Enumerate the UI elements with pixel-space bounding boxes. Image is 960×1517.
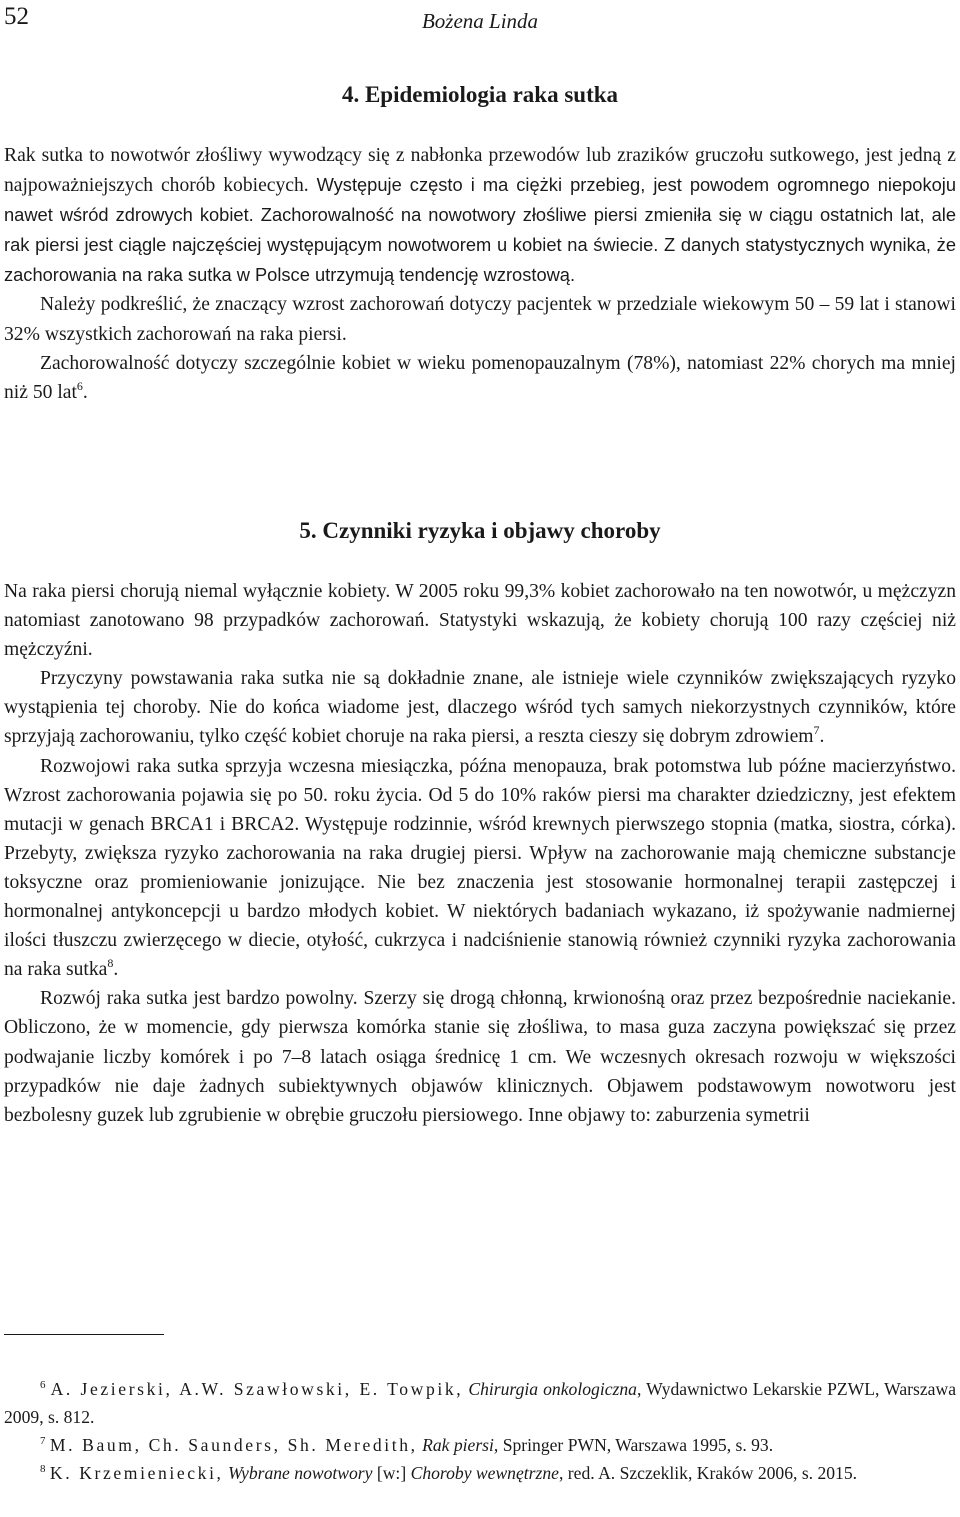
paragraph-text: . (82, 381, 88, 403)
paragraph-text: Występuje często i ma ciężki przebieg, jest powodem ogromnego niepokoju nawet wśród zdrowych kobiet. Zachorowalność na nowotwory złośliwe piersi zmieniła się w ciągu ostatnich lat, ale rak piersi jest ciągle najczęściej występującym nowotworem u kobiet na świecie. Z danych statystycznych wynika, że zachorowania na raka sutka w Polsce utrzymują tendencję wzrostową. (4, 174, 956, 286)
section-heading-epidemiology: 4. Epidemiologia raka sutka (341, 82, 619, 107)
paragraph (4, 752, 956, 985)
section-body-epidemiology (4, 141, 956, 407)
footnote-ref[interactable]: 8 (107, 956, 114, 971)
footnotes (4, 1375, 956, 1487)
footnote-title: Choroby wewnętrzne (410, 1463, 559, 1483)
paragraph (4, 290, 956, 348)
footnote-6 (4, 1375, 956, 1431)
page-number: 52 (4, 3, 29, 30)
paragraph (4, 664, 956, 751)
footnote-title: Rak piersi (422, 1435, 494, 1455)
footnote-7 (4, 1431, 956, 1459)
running-head-author: Bożena Linda (421, 9, 539, 33)
footnote-authors: M. Baum, Ch. Saunders, Sh. Meredith, (49, 1435, 418, 1455)
paragraph-text: Na raka piersi chorują niemal wyłącznie kobiety. W 2005 roku 99,3% kobiet zachorowało na ten nowotwór, u mężczyzn natomiast zanotowano 98 przypadków zachorowań. Statystyki wskazują, że kobiety chorują 100 razy częściej niż mężczyźni. (4, 581, 956, 661)
footnote-details: , red. A. Szczeklik, Kraków 2006, s. 2015. (558, 1463, 858, 1483)
footnote-number: 7 (40, 1435, 46, 1447)
footnote-authors: A. Jezierski, A.W. Szawłowski, E. Towpik, (50, 1379, 464, 1399)
footnote-details: , Wydawnictwo Lekarskie PZWL, Warszawa 2009, s. 812. (4, 1379, 957, 1427)
footnote-title: Wybrane nowotwory (227, 1463, 373, 1483)
footnote-divider (4, 1334, 164, 1335)
section-body-risk-factors (4, 577, 956, 1130)
footnote-title: Chirurgia onkologiczna (468, 1379, 637, 1399)
paragraph (4, 577, 956, 664)
paragraph-text: Rozwojowi raka sutka sprzyja wczesna miesiączka, późna menopauza, brak potomstwa lub późne macierzyństwo. Wzrost zachorowania pojawia się po 50. roku życia. Od 5 do 10% raków piersi ma charakter dziedziczny, jest efektem mutacji w genach BRCA1 i BRCA2. Występuje rodzinnie, wśród krewnych pierwszego stopnia (matka, siostra, córka). Przebyty, zwiększa ryzyko zachorowania na raka drugiej piersi. Wpływ na zachorowanie mają chemiczne substancje toksyczne oraz promieniowanie jonizujące. Nie bez znaczenia jest stosowanie hormonalnej terapii zastępczej i hormonalnej antykoncepcji u bardzo młodych kobiet. W niektórych badaniach wykazano, iż spożywanie nadmiernej ilości tłuszczu zwierzęcego w diecie, otyłość, cukrzyca i nadciśnienie stanowią również czynniki ryzyka zachorowania na raka sutka (4, 755, 956, 981)
footnote-connector: [w:] (372, 1463, 411, 1483)
footnote-8 (4, 1459, 956, 1487)
paragraph (4, 141, 956, 290)
footnote-number: 6 (40, 1379, 46, 1391)
footnote-authors: K. Krzemieniecki, (49, 1463, 224, 1483)
paragraph-text: Zachorowalność dotyczy szczególnie kobiet w wieku pomenopauzalnym (78%), natomiast 22% chorych ma mniej niż 50 lat (4, 352, 956, 403)
paragraph-text: Przyczyny powstawania raka sutka nie są dokładnie znane, ale istnieje wiele czynników zwiększających ryzyko wystąpienia tej choroby. Nie do końca wiadome jest, dlaczego wśród tych samych niekorzystnych czynników, które sprzyjają zachorowaniu, tylko część kobiet choruje na raka piersi, a reszta cieszy się dobrym zdrowiem (4, 668, 956, 748)
footnote-ref[interactable]: 7 (813, 723, 820, 738)
section-heading-risk-factors: 5. Czynniki ryzyka i objawy choroby (299, 518, 661, 543)
paragraph (4, 349, 956, 407)
paragraph-text: Rak sutka to nowotwór złośliwy wywodzący się z nabłonka przewodów lub zrazików gruczołu sutkowego, jest jedną z najpoważniejszych chorób kobiecych. (4, 145, 956, 197)
paragraph-text: . (113, 959, 119, 981)
paragraph-text: . (819, 726, 825, 748)
paragraph (4, 984, 956, 1129)
footnote-details: , Springer PWN, Warszawa 1995, s. 93. (493, 1435, 774, 1455)
footnote-number: 8 (40, 1463, 46, 1475)
paragraph-text: Należy podkreślić, że znaczący wzrost zachorowań dotyczy pacjentek w przedziale wiekowym 50 – 59 lat i stanowi 32% wszystkich zachorowań na raka piersi. (4, 294, 956, 345)
paragraph-text: Rozwój raka sutka jest bardzo powolny. Szerzy się drogą chłonną, krwionośną oraz przez bezpośrednie naciekanie. Obliczono, że w momencie, gdy pierwsza komórka stanie się złośliwa, to masa guza zaczyna powiększać się przez podwajanie liczby komórek i po 7–8 latach osiąga średnicę 1 cm. We wczesnych okresach rozwoju w większości przypadków nie daje żadnych subiektywnych objawów klinicznych. Objawem podstawowym nowotworu jest bezbolesny guzek lub zgrubienie w obrębie gruczołu piersiowego. Inne objawy to: zaburzenia symetrii (4, 988, 956, 1126)
footnote-ref[interactable]: 6 (76, 378, 83, 393)
